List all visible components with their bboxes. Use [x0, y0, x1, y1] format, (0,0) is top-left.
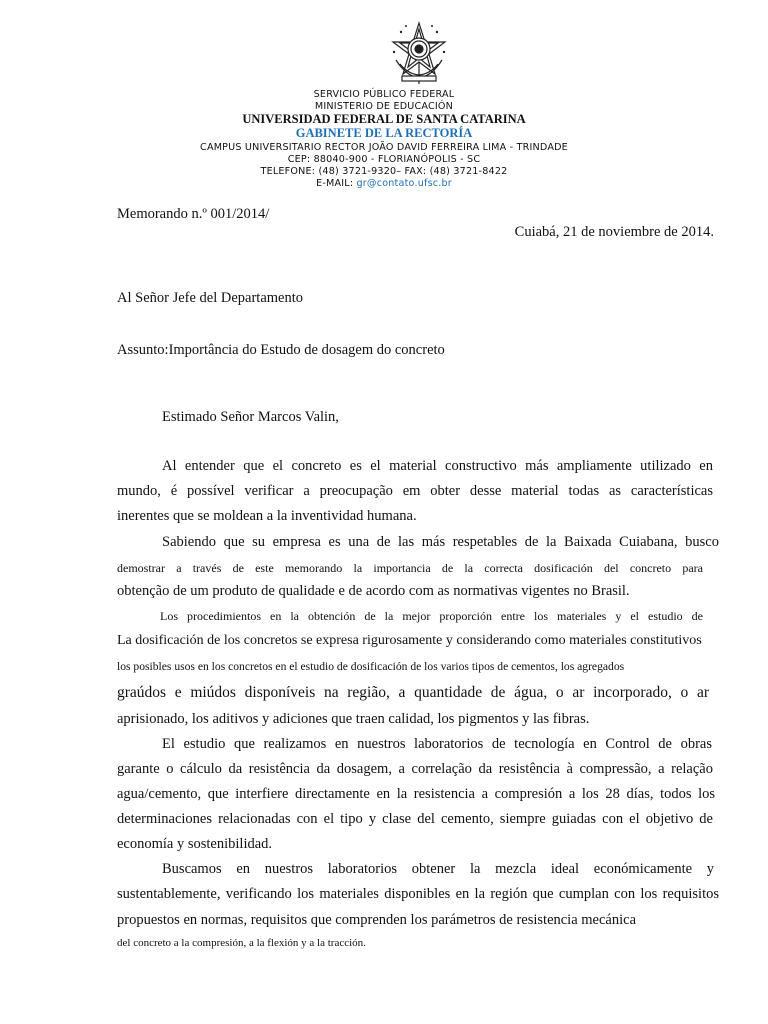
header-cep: CEP: 88040-900 - FLORIANÓPOLIS - SC: [287, 154, 481, 165]
body-line: graúdos e miúdos disponíveis na região, a quantidade de água, o ar incorporado, o ar: [117, 684, 709, 701]
header-university: UNIVERSIDAD FEDERAL DE SANTA CATARINA: [242, 112, 526, 126]
body-line: determinaciones relacionadas con el tipo y clase del cemento, siempre guiadas con el objetivo de: [117, 811, 713, 827]
body-line: Buscamos en nuestros laboratorios obtener la mezcla ideal económicamente y: [162, 861, 714, 877]
memo-recipient: Al Señor Jefe del Departamento: [117, 290, 304, 306]
body-line: aprisionado, los aditivos y adiciones que traen calidad, los pigmentos y las fibras.: [117, 711, 590, 727]
body-line: garante o cálculo da resistência da dosagem, a correlação da resistência à compressão, a relação: [117, 761, 713, 777]
header-email-link[interactable]: gr@contato.ufsc.br: [356, 178, 452, 189]
header-line-federal-service: SERVICIO PÚBLICO FEDERAL: [313, 89, 455, 100]
body-line: Sabiendo que su empresa es una de las más respetables de la Baixada Cuiabana, busco: [162, 534, 719, 550]
body-line: los posibles usos en los concretos en el estudio de dosificación de los varios tipos de cementos, los agregados: [117, 660, 625, 673]
body-line: La dosificación de los concretos se expresa rigurosamente y considerando como materiales constitutivos: [117, 633, 702, 648]
body-line: demostrar a través de este memorando la importancia de la correcta dosificación del concreto para: [117, 561, 703, 575]
body-line: del concreto a la compresión, a la flexión y a la tracción.: [117, 937, 366, 949]
header-office: GABINETE DE LA RECTORÍA: [295, 126, 473, 140]
header-email: [0, 178, 768, 189]
memo-subject: Assunto:Importância do Estudo de dosagem do concreto: [117, 342, 445, 358]
body-line: sustentablemente, verificando los materiales disponibles en la región que cumplan con los requisitos: [117, 886, 719, 902]
body-line: propuestos en normas, requisitos que comprenden los parámetros de resistencia mecánica: [117, 912, 637, 928]
body-line: Al entender que el concreto es el material constructivo más ampliamente utilizado en: [162, 458, 713, 474]
body-line: obtenção de um produto de qualidade e de acordo com as normativas vigentes no Brasil.: [117, 583, 630, 599]
memo-date: Cuiabá, 21 de noviembre de 2014.: [514, 224, 714, 240]
header-email-label: E-MAIL:: [316, 178, 354, 189]
header-phone: TELEFONE: (48) 3721-9320– FAX: (48) 3721-8422: [260, 166, 508, 177]
body-line: agua/cemento, que interfiere directamente en la resistencia a compresión a los 28 días, todos los: [117, 786, 715, 802]
memo-number: Memorando n.º 001/2014/: [117, 206, 270, 222]
body-line: Los procedimientos en la obtención de la mejor proporción entre los materiales y el estudio de: [160, 609, 703, 623]
body-line: economía y sostenibilidad.: [117, 836, 273, 852]
body-line: inerentes que se moldean a la inventividad humana.: [117, 508, 417, 524]
memo-greeting: Estimado Señor Marcos Valin,: [162, 409, 339, 425]
body-line: mundo, é possível verificar a preocupação em obter desse material todas as características: [117, 483, 713, 499]
body-line: El estudio que realizamos en nuestros laboratorios de tecnología en Control de obras: [162, 736, 712, 752]
header-campus: CAMPUS UNIVERSITARIO RECTOR JOÃO DAVID FERREIRA LIMA - TRINDADE: [200, 142, 568, 153]
coat-of-arms-icon: [386, 20, 452, 86]
header-line-ministry: MINISTERIO DE EDUCACIÓN: [314, 101, 454, 112]
